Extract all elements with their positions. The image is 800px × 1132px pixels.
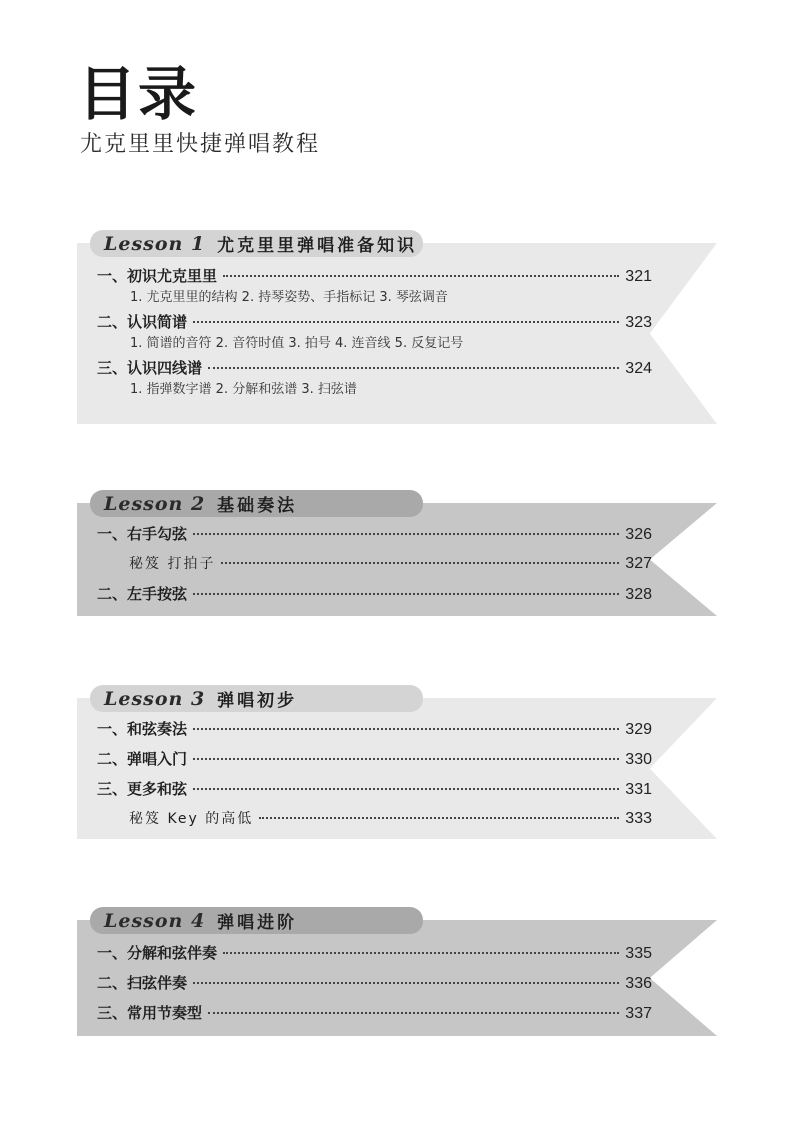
page-number: 335 [625, 945, 652, 962]
leader-dots [193, 758, 619, 760]
entry-title: 二、左手按弦 [97, 585, 188, 603]
leader-dots [223, 275, 619, 277]
lesson-label: Lesson 4 [104, 909, 206, 932]
leader-dots [193, 982, 619, 984]
lesson-3-section [77, 687, 717, 839]
leader-dots [193, 728, 619, 730]
page-title: 目录 [78, 60, 199, 128]
lesson-2-section [77, 492, 717, 616]
lesson-tab [90, 490, 423, 517]
entry-title: 二、扫弦伴奏 [97, 974, 188, 992]
entry-title: 二、认识简谱 [97, 313, 188, 331]
page-number: 337 [625, 1005, 652, 1022]
lesson-tab [90, 907, 423, 934]
page-number: 336 [625, 975, 652, 992]
leader-dots [223, 952, 619, 954]
page-number: 333 [625, 810, 652, 827]
entry-title: 三、认识四线谱 [97, 359, 203, 377]
page-number: 324 [625, 360, 652, 377]
lesson-label: Lesson 2 [104, 492, 206, 515]
entry-subtopics: 1. 指弹数字谱 2. 分解和弦谱 3. 扫弦谱 [130, 382, 357, 397]
toc-entry[interactable] [97, 583, 652, 613]
toc-entry[interactable] [97, 778, 652, 808]
toc-entry[interactable] [97, 972, 652, 1002]
entry-title: 三、更多和弦 [97, 780, 188, 798]
lesson-title: 弹唱进阶 [217, 913, 298, 933]
entry-title: 秘笈 Key 的高低 [129, 811, 254, 827]
page-number: 331 [625, 781, 652, 798]
leader-dots [221, 562, 619, 564]
lesson-title: 尤克里里弹唱准备知识 [217, 236, 418, 256]
leader-dots [208, 1012, 619, 1014]
page-number: 326 [625, 526, 652, 543]
entry-title: 秘笈 打拍子 [129, 556, 216, 572]
lesson-title: 基础奏法 [217, 496, 298, 516]
lesson-tab [90, 230, 423, 257]
page-number: 328 [625, 586, 652, 603]
toc-entry[interactable] [97, 942, 652, 972]
toc-entry[interactable] [97, 1002, 652, 1032]
entry-subtopics: 1. 尤克里里的结构 2. 持琴姿势、手指标记 3. 琴弦调音 [130, 290, 448, 305]
lesson-1-section [77, 232, 717, 424]
toc-entry-tip[interactable] [97, 808, 652, 834]
page-number: 321 [625, 268, 652, 285]
leader-dots [259, 817, 619, 819]
entry-title: 二、弹唱入门 [97, 750, 188, 768]
toc-entry-tip[interactable] [97, 553, 652, 583]
toc-entry[interactable] [97, 718, 652, 748]
leader-dots [193, 321, 619, 323]
toc-entry[interactable] [97, 748, 652, 778]
lesson-label: Lesson 1 [104, 232, 206, 255]
entry-title: 一、初识尤克里里 [97, 267, 218, 285]
leader-dots [208, 367, 619, 369]
entry-title: 三、常用节奏型 [97, 1004, 203, 1022]
entry-title: 一、分解和弦伴奏 [97, 944, 218, 962]
page-number: 323 [625, 314, 652, 331]
page-subtitle: 尤克里里快捷弹唱教程 [80, 132, 321, 157]
lesson-4-section [77, 909, 717, 1036]
entry-title: 一、右手勾弦 [97, 525, 188, 543]
toc-entry[interactable] [97, 523, 652, 553]
lesson-tab [90, 685, 423, 712]
page-number: 330 [625, 751, 652, 768]
leader-dots [193, 533, 619, 535]
leader-dots [193, 593, 619, 595]
lesson-title: 弹唱初步 [217, 691, 298, 711]
page-number: 329 [625, 721, 652, 738]
entry-subtopics: 1. 简谱的音符 2. 音符时值 3. 拍号 4. 连音线 5. 反复记号 [130, 336, 464, 351]
lesson-label: Lesson 3 [104, 687, 206, 710]
entry-title: 一、和弦奏法 [97, 720, 188, 738]
leader-dots [193, 788, 619, 790]
page-number: 327 [625, 555, 652, 572]
